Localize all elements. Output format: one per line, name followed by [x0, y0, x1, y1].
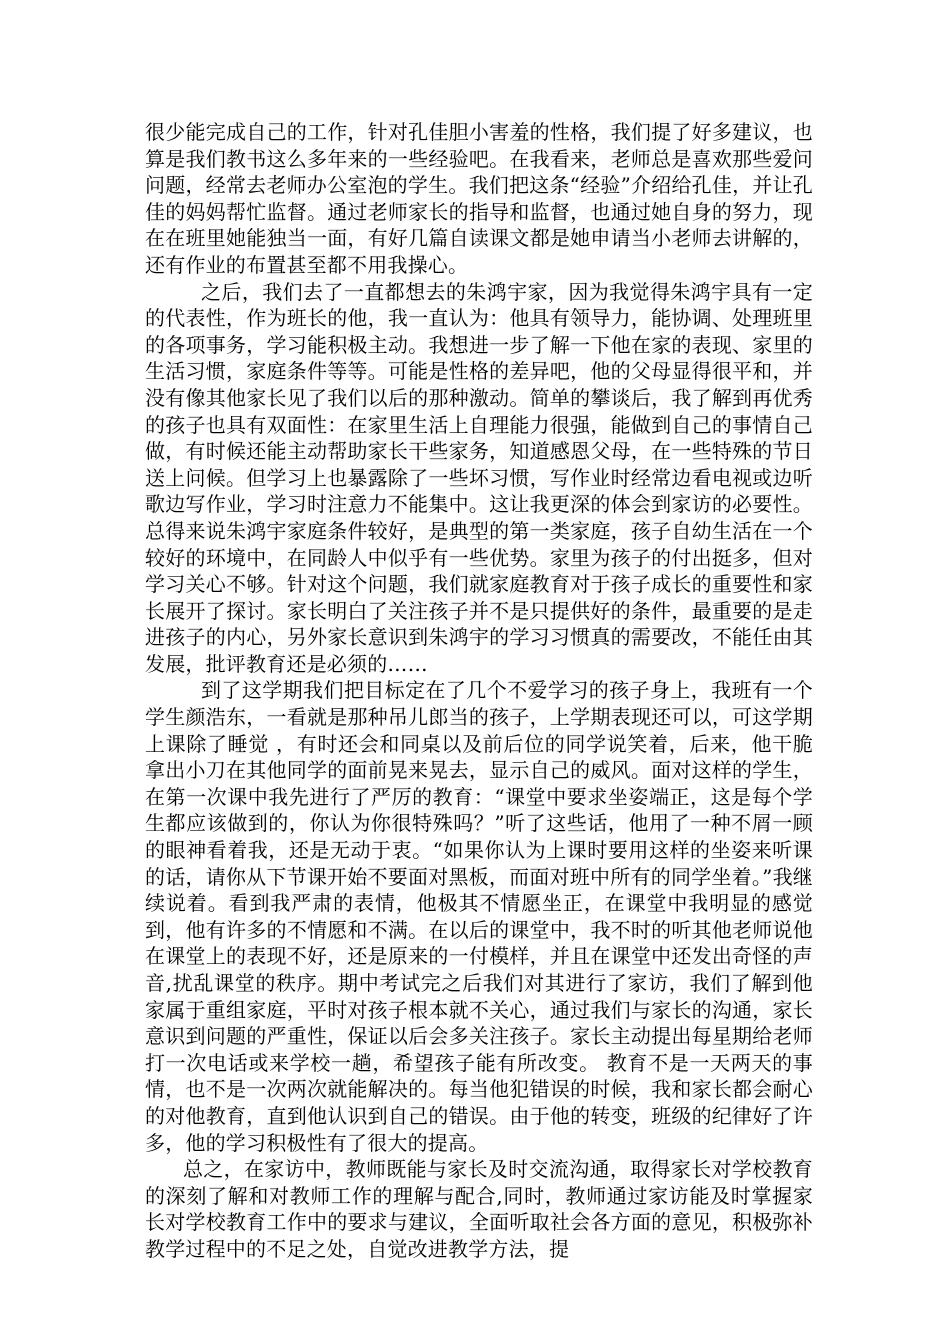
paragraph-conclusion: 总之，在家访中，教师既能与家长及时交流沟通，取得家长对学校教育的深刻了解和对教师工作的理解与配合,同时，教师通过家访能及时掌握家长对学校教育工作中的要求与建议，全面听取社会各方面的意见，积极弥补教学过程中的不足之处，自觉改进教学方法，提	[145, 1157, 813, 1261]
paragraph-kong-jia: 很少能完成自己的工作，针对孔佳胆小害羞的性格，我们提了好多建议，也算是我们教书这么多年来的一些经验吧。在我看来，老师总是喜欢那些爱问问题，经常去老师办公室泡的学生。我们把这条“经验”介绍给孔佳，并让孔佳的妈妈帮忙监督。通过老师家长的指导和监督，也通过她自身的努力，现在在班里她能独当一面，有好几篇自读课文都是她申请当小老师去讲解的，还有作业的布置甚至都不用我操心。	[145, 120, 813, 277]
document-page	[145, 119, 813, 1319]
paragraph-yan-haodong: 到了这学期我们把目标定在了几个不爱学习的孩子身上，我班有一个学生颜浩东，一看就是那种吊儿郎当的孩子，上学期表现还可以，可这学期上课除了睡觉 ，有时还会和同桌以及前后位的同学说笑着，后来，他干脆拿出小刀在其他同学的面前晃来晃去，显示自己的威风。面对这样的学生，在第一次课中我先进行了严厉的教育：“课堂中要求坐姿端正，这是每个学生都应该做到的，你认为你很特殊吗？”听了这些话，他用了一种不屑一顾的眼神看着我，还是无动于衷。“如果你认为上课时要用这样的坐姿来听课的话，请你从下节课开始不要面对黑板，而面对班中所有的同学坐着。”我继续说着。看到我严肃的表情，他极其不情愿坐正，在课堂中我明显的感觉到，他有许多的不情愿和不满。在以后的课堂中，我不时的听其他老师说他在课堂上的表现不好，还是原来的一付模样，并且在课堂中还发出奇怪的声音,扰乱课堂的秩序。期中考试完之后我们对其进行了家访，我们了解到他家属于重组家庭，平时对孩子根本就不关心，通过我们与家长的沟通，家长意识到问题的严重性，保证以后会多关注孩子。家长主动提出每星期给老师打一次电话或来学校一趟，希望孩子能有所改变。 教育不是一天两天的事情，也不是一次两次就能解决的。每当他犯错误的时候，我和家长都会耐心的对他教育，直到他认识到自己的错误。由于他的转变，班级的纪律好了许多，他的学习积极性有了很大的提高。	[145, 678, 813, 1155]
paragraph-zhu-hongyu: 之后，我们去了一直都想去的朱鸿宇家，因为我觉得朱鸿宇具有一定的代表性，作为班长的他，我一直认为：他具有领导力，能协调、处理班里的各项事务，学习能积极主动。我想进一步了解一下他在家的表现、家里的生活习惯，家庭条件等等。可能是性格的差异吧，他的父母显得很平和，并没有像其他家长见了我们以后的那种激动。简单的攀谈后，我了解到再优秀的孩子也具有双面性：在家里生活上自理能力很强，能做到自己的事情自己做，有时候还能主动帮助家长干些家务，知道感恩父母，在一些特殊的节日送上问候。但学习上也暴露除了一些坏习惯，写作业时经常边看电视或边听歌边写作业，学习时注意力不能集中。这让我更深的体会到家访的必要性。总得来说朱鸿宇家庭条件较好，是典型的第一类家庭，孩子自幼生活在一个较好的环境中，在同龄人中似乎有一些优势。家里为孩子的付出挺多，但对学习关心不够。针对这个问题，我们就家庭教育对于孩子成长的重要性和家长展开了探讨。家长明白了关注孩子并不是只提供好的条件，最重要的是走进孩子的内心，另外家长意识到朱鸿宇的学习习惯真的需要改，不能任由其发展，批评教育还是必须的……	[145, 279, 813, 676]
